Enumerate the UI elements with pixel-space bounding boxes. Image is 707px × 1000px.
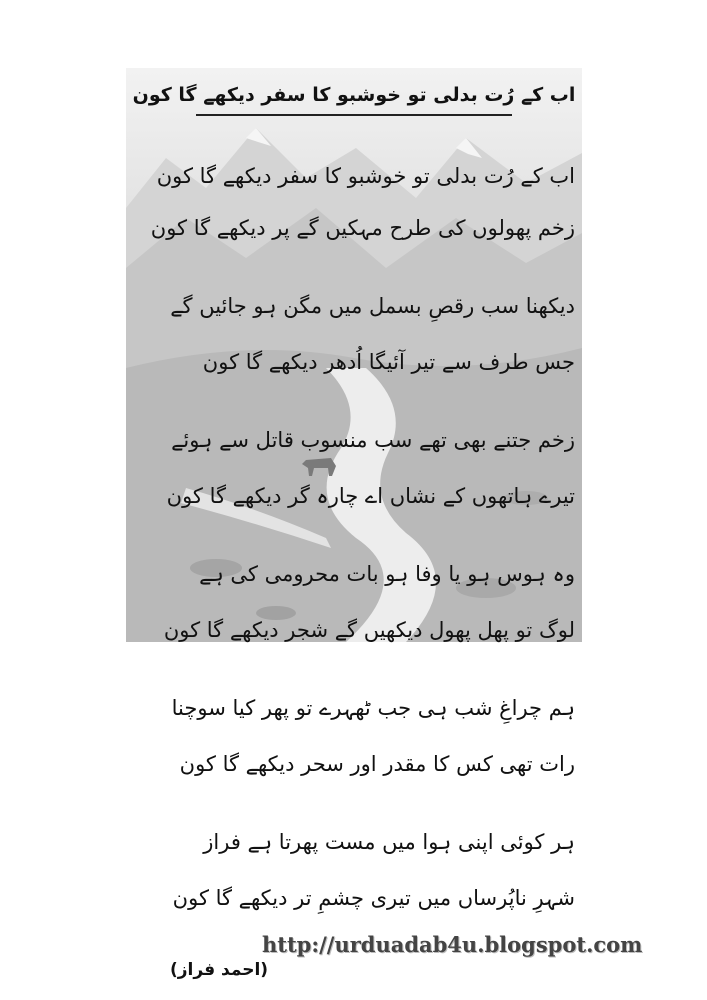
verse-line-11: ہر کوئی اپنی ہوا میں مست پھرتا ہے فراز [203,830,575,854]
verse-line-2: زخم پھولوں کی طرح مہکیں گے پر دیکھے گا کون [150,216,575,240]
verse-line-12: شہرِ ناپُرساں میں تیری چشمِ تر دیکھے گا کون [172,886,575,910]
blog-url-watermark: http://urduadab4u.blogspot.com [262,932,643,957]
poet-signature: (احمد فراز) [170,960,269,980]
title-underline [196,114,512,116]
verse-line-5: زخم جتنے بھی تھے سب منسوب قاتل سے ہوئے [171,428,575,452]
verse-line-6: تیرے ہاتھوں کے نشاں اے چارہ گر دیکھے گا کون [166,484,575,508]
verse-line-8: لوگ تو پھل پھول دیکھیں گے شجر دیکھے گا کون [163,618,575,642]
verse-line-3: دیکھنا سب رقصِ بسمل میں مگن ہو جائیں گے [170,294,575,318]
verse-line-9: ہم چراغِ شب ہی جب ٹھہرے تو پھر کیا سوچنا [171,696,575,720]
poem-title: اب کے رُت بدلی تو خوشبو کا سفر دیکھے گا کون [132,84,576,106]
verse-line-1: اب کے رُت بدلی تو خوشبو کا سفر دیکھے گا کون [156,164,575,188]
verse-line-7: وہ ہوس ہو یا وفا ہو بات محرومی کی ہے [199,562,575,586]
verse-line-10: رات تھی کس کا مقدر اور سحر دیکھے گا کون [179,752,575,776]
verse-line-4: جس طرف سے تیر آئیگا اُدھر دیکھے گا کون [202,350,575,374]
